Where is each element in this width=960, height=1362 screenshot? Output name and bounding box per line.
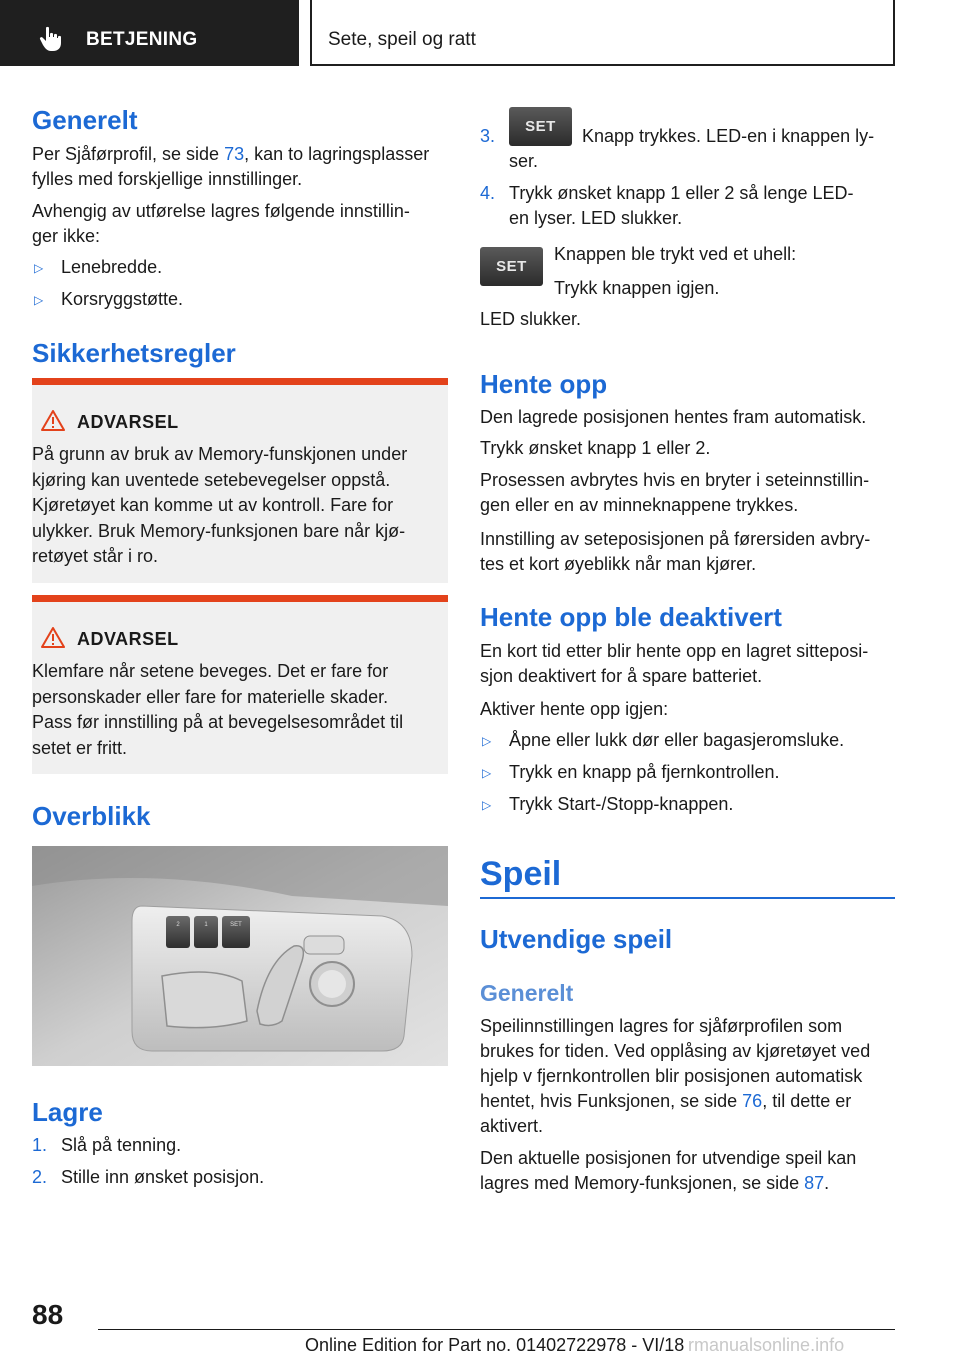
step-text-cont: en lyser. LED slukker. [509, 208, 683, 228]
page-link-87[interactable]: 87 [804, 1173, 825, 1193]
step-text: Knapp trykkes. LED-en i knappen ly- [582, 126, 875, 146]
heading-generelt: Generelt [32, 105, 138, 135]
generelt-paragraph-1: Per Sjåførprofil, se side 73, kan to lagringsplasser [32, 144, 430, 164]
warning-title: ADVARSEL [77, 412, 179, 432]
step-text: Trykk ønsket knapp 1 eller 2 så lenge LED- [509, 183, 854, 203]
led-off-text: LED slukker. [480, 309, 582, 329]
speil-paragraph-1-line2: brukes for tiden. Ved opplåsing av kjøretøyet ved [480, 1041, 871, 1061]
deaktivert-paragraph-1-line1: En kort tid etter blir hente opp en lagret sitteposi- [480, 641, 869, 661]
warning-triangle-icon [41, 626, 65, 648]
hente-paragraph-1: Den lagrede posisjonen hentes fram automatisk. [480, 407, 867, 427]
step-text: Stille inn ønsket posisjon. [61, 1167, 265, 1187]
generelt-paragraph-2-line2: ger ikke: [32, 226, 101, 246]
heading-overblikk: Overblikk [32, 801, 151, 831]
deaktivert-paragraph-2: Aktiver hente opp igjen: [480, 699, 669, 719]
generelt-paragraph-2-line1: Avhengig av utførelse lagres følgende innstillin- [32, 201, 410, 221]
step-number: 2. [32, 1167, 48, 1187]
warning-text: Klemfare når setene beveges. Det er fare for personskader eller fare for materielle skader. Pass før innstilling på at bevegelsesområdet til setet er fritt. [32, 661, 404, 758]
warning-box-1 [32, 378, 448, 583]
set-button-icon: SET [480, 247, 543, 286]
seat-controls-photo [32, 846, 448, 1066]
list-item: Trykk en knapp på fjernkontrollen. [509, 762, 780, 782]
triangle-bullet-icon: ▷ [34, 293, 44, 307]
header-section-label: BETJENING [86, 29, 198, 50]
set-button-icon: SET [509, 107, 572, 146]
photo-key-label: 1 [204, 922, 208, 928]
triangle-bullet-icon: ▷ [482, 766, 492, 780]
hente-paragraph-4-line2: tes et kort øyeblikk når man kjører. [480, 554, 757, 574]
warning-title: ADVARSEL [77, 629, 179, 649]
heading-hente-opp: Hente opp [480, 369, 608, 399]
speil-paragraph-1-line4: hentet, hvis Funksjonen, se side 76, til dette er [480, 1091, 852, 1111]
speil-paragraph-1-line3: hjelp v fjernkontrollen blir posisjonen automatisk [480, 1066, 863, 1086]
heading-speil: Speil [480, 855, 562, 893]
hente-paragraph-4-line1: Innstilling av seteposisjonen på førersiden avbry- [480, 529, 871, 549]
hand-pointer-icon [38, 24, 66, 52]
step-number: 3. [480, 126, 496, 146]
list-item: Korsryggstøtte. [61, 289, 184, 309]
hente-paragraph-3-line1: Prosessen avbrytes hvis en bryter i seteinnstillin- [480, 470, 870, 490]
heading-hente-opp-deaktivert: Hente opp ble deaktivert [480, 602, 782, 632]
step-text: Slå på tenning. [61, 1135, 182, 1155]
triangle-bullet-icon: ▷ [34, 261, 44, 275]
section-divider [480, 897, 895, 899]
warning-box-2 [32, 595, 448, 774]
speil-paragraph-2-line2: lagres med Memory-funksjonen, se side 87. [480, 1173, 830, 1193]
heading-utvendige-speil: Utvendige speil [480, 924, 673, 954]
speil-paragraph-1-line5: aktivert. [480, 1116, 544, 1136]
page-number: 88 [32, 1299, 64, 1330]
triangle-bullet-icon: ▷ [482, 798, 492, 812]
list-item: Lenebredde. [61, 257, 163, 277]
list-item: Trykk Start-/Stopp-knappen. [509, 794, 734, 814]
header-chapter-box [310, 0, 895, 66]
generelt-paragraph-1-line2: fylles med forskjellige innstillinger. [32, 169, 303, 189]
page-link-73[interactable]: 73 [224, 144, 245, 164]
hente-paragraph-3-line2: gen eller en av minneknappene trykkes. [480, 495, 799, 515]
heading-lagre: Lagre [32, 1097, 103, 1127]
footer-rule [98, 1329, 895, 1330]
warning-triangle-icon [41, 409, 65, 431]
list-item: Åpne eller lukk dør eller bagasjeromsluke. [509, 730, 845, 750]
speil-paragraph-1-line1: Speilinnstillingen lagres for sjåførprofilen som [480, 1016, 843, 1036]
photo-key-label: SET [230, 922, 242, 928]
step-number: 4. [480, 183, 496, 203]
triangle-bullet-icon: ▷ [482, 734, 492, 748]
hente-paragraph-2: Trykk ønsket knapp 1 eller 2. [480, 438, 711, 458]
speil-paragraph-2-line1: Den aktuelle posisjonen for utvendige speil kan [480, 1148, 857, 1168]
seat-controls-illustration [32, 846, 448, 1066]
note-line-1: Knappen ble trykt ved et uhell: [554, 244, 797, 264]
warning-text: På grunn av bruk av Memory-funskjonen under kjøring kan uventede setebevegelser oppstå. Kjøretøyet kan komme ut av kontroll. Fare for ulykker. Bruk Memory-funksjonen bare når kjø- retøyet står i ro. [32, 444, 408, 566]
header-chapter-label: Sete, speil og ratt [328, 29, 476, 50]
step-text-cont: ser. [509, 151, 539, 171]
step-number: 1. [32, 1135, 48, 1155]
page-link-76[interactable]: 76 [742, 1091, 763, 1111]
deaktivert-paragraph-1-line2: sjon deaktivert for å spare batteriet. [480, 666, 763, 686]
heading-sikkerhetsregler: Sikkerhetsregler [32, 338, 236, 368]
footer-edition: Online Edition for Part no. 01402722978 - VI/18 [305, 1335, 685, 1355]
watermark: rmanualsonline.info [688, 1335, 845, 1355]
heading-generelt-speil: Generelt [480, 980, 574, 1006]
header-section-tab [0, 0, 299, 66]
photo-key-label: 2 [176, 922, 180, 928]
note-line-2: Trykk knappen igjen. [554, 278, 720, 298]
